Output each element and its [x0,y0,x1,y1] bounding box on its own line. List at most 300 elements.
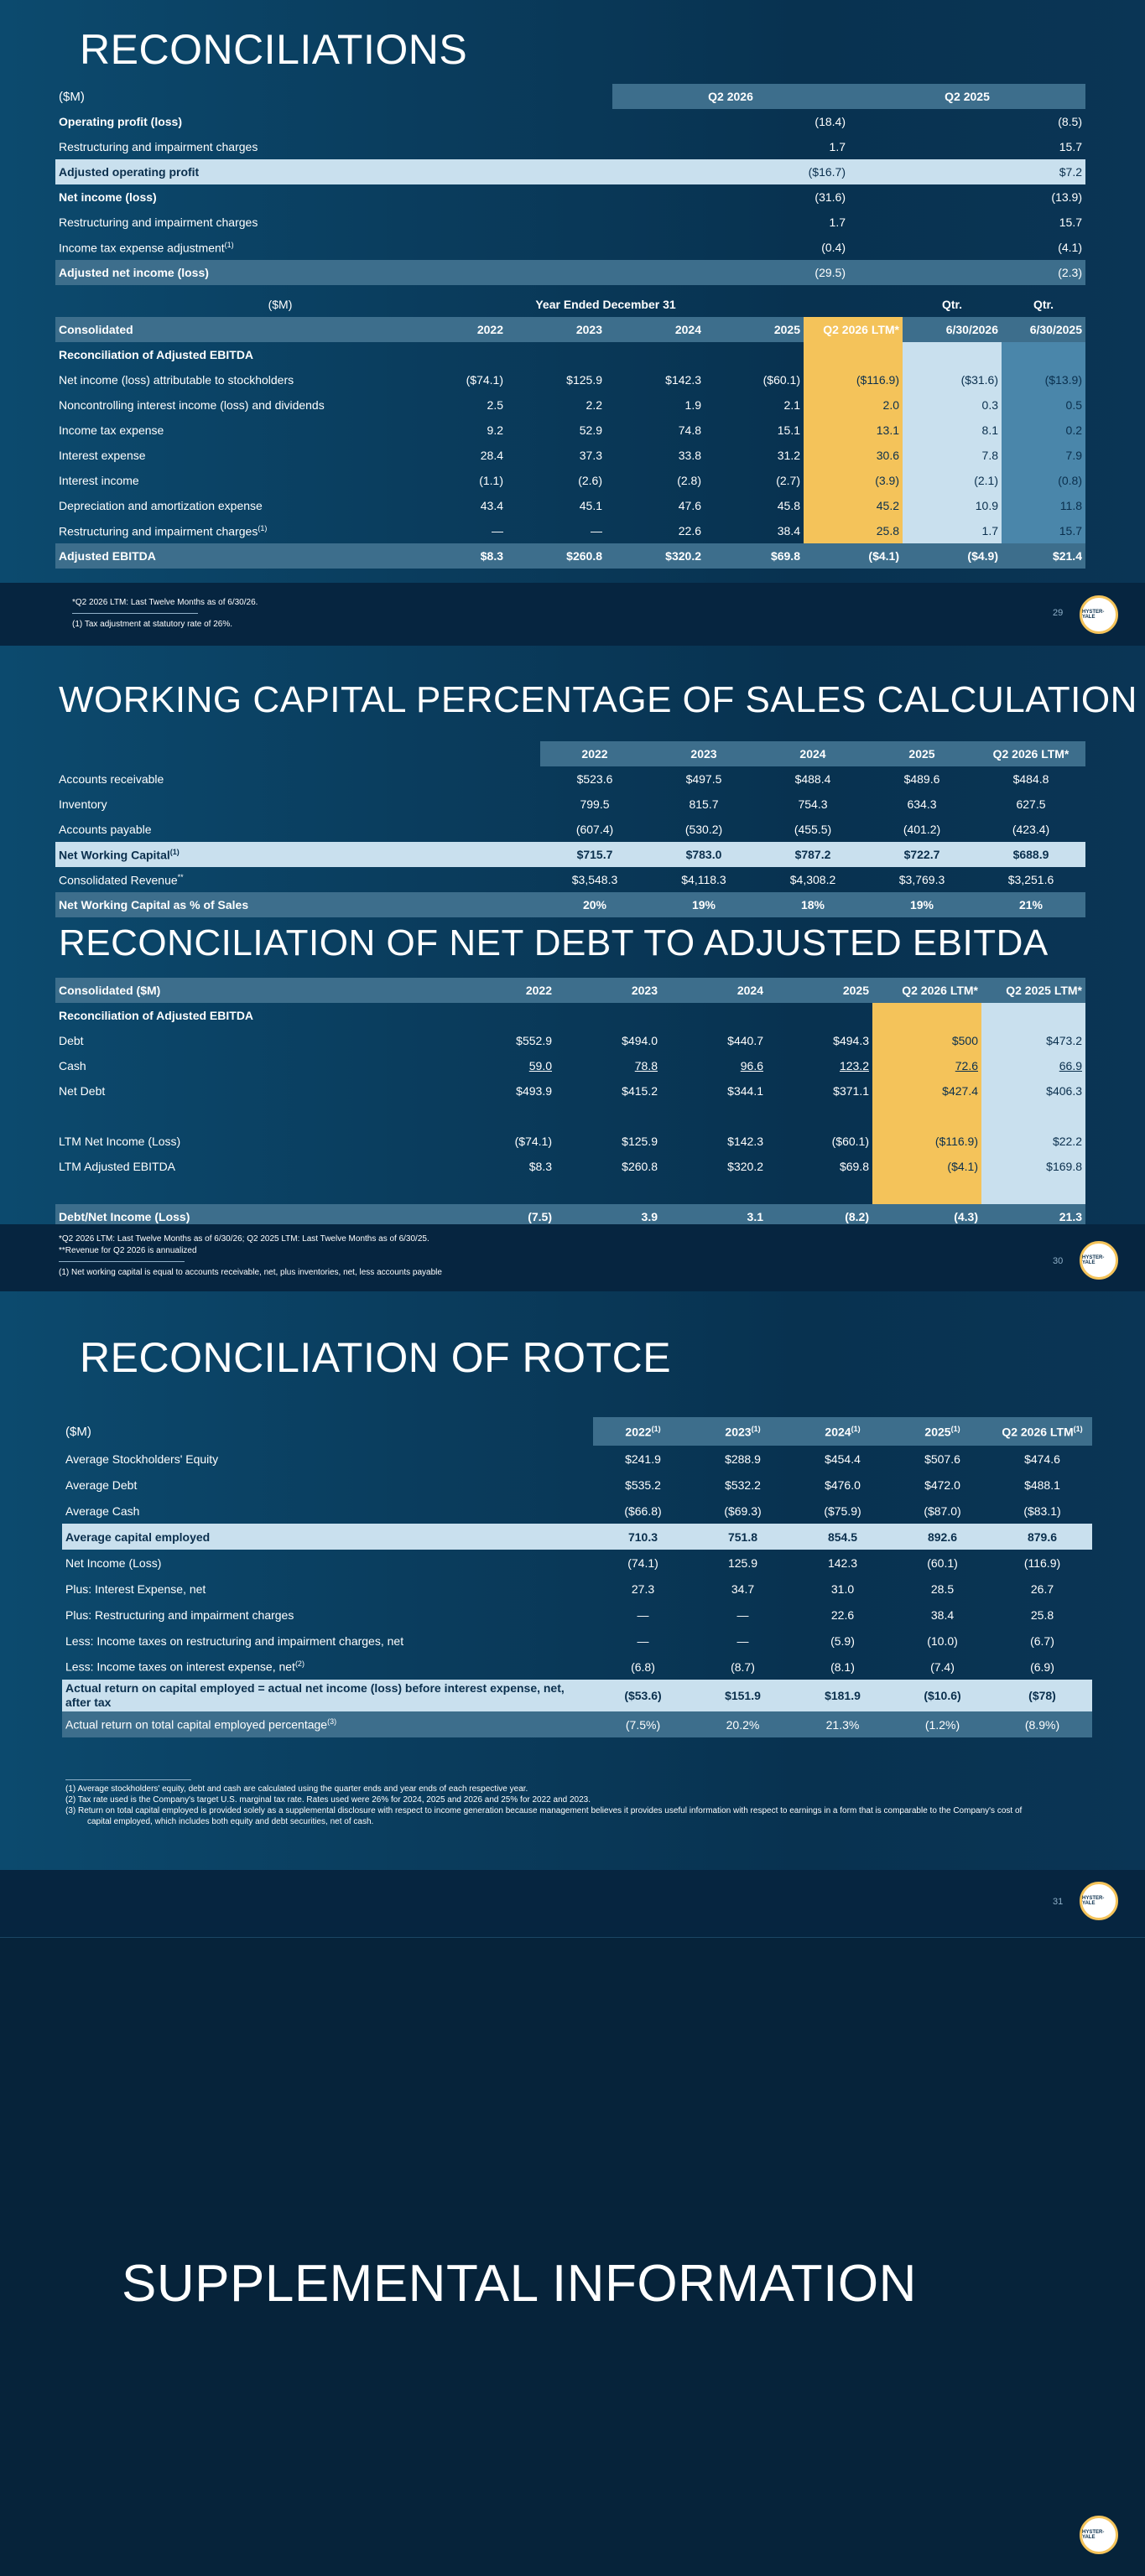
cell: 854.5 [793,1524,893,1550]
cell: ($78) [992,1680,1092,1711]
table-row [55,1179,1085,1204]
cell: $476.0 [825,1478,861,1492]
cell: 879.6 [992,1524,1092,1550]
cell: ($4.1) [804,543,903,569]
cell [767,1104,872,1129]
cell: 799.5 [580,797,610,811]
cell: $552.9 [516,1034,552,1047]
cell: (6.9) [1030,1659,1054,1674]
cell: 37.3 [579,449,602,462]
row-label: Debt/Net Income (Loss) [55,1204,450,1224]
cell: 0.3 [903,392,1002,418]
cell: (7.5%) [593,1711,693,1737]
row-label: LTM Net Income (Loss) [59,1135,181,1148]
cell: — [492,524,503,538]
column-header: 2025 [867,741,976,766]
cell: 0.2 [1002,418,1085,443]
cell: $142.3 [665,373,701,387]
cell: 31.2 [777,449,800,462]
row-label: Net income (loss) [59,190,157,204]
footnote: (1) Average stockholders' equity, debt and cash are calculated using the quarter ends and year ends of each respective year. [65,1784,528,1794]
cell: $371.1 [833,1084,869,1098]
table-row [55,493,1085,518]
cell: 1.7 [903,518,1002,543]
cell: 634.3 [907,797,937,811]
cell: 1.9 [684,398,701,412]
cell: 19% [649,892,758,917]
row-label: LTM Adjusted EBITDA [59,1160,176,1173]
cell: (8.2) [767,1204,872,1224]
cell: ($60.1) [831,1135,869,1148]
footnote-rule [59,1261,185,1262]
net-debt-table [55,978,1085,1224]
cell: 3.1 [661,1204,767,1224]
cell: 754.3 [798,797,828,811]
table-total-row [55,543,1085,569]
cell: $474.6 [1024,1452,1060,1466]
cell: 78.8 [634,1059,658,1072]
row-label: Debt [59,1034,84,1047]
section-title: SUPPLEMENTAL INFORMATION [122,2255,917,2313]
table-row [55,235,1085,260]
cell: $494.0 [622,1034,658,1047]
footnote: (1) Net working capital is equal to accounts receivable, net, plus inventories, net, less accounts payable [59,1268,442,1277]
cell: (607.4) [575,823,614,836]
table-row [55,392,1085,418]
cell: $241.9 [625,1452,661,1466]
cell: (2.6) [578,474,602,487]
table-row [55,1129,1085,1154]
cell: 10.9 [903,493,1002,518]
column-header: Q2 2026 [612,84,849,109]
row-label: Average Stockholders' Equity [65,1452,219,1466]
column-header: Q2 2026 LTM* [804,317,903,342]
cell: 18% [758,892,867,917]
row-label: Average capital employed [62,1524,593,1550]
cell: $415.2 [622,1084,658,1098]
footnote: (3) Return on total capital employed is provided solely as a supplemental disclosure with respect to income generation because management believes it provides useful information with respect to earnings in a form that is comparable to the Company's cost of [65,1806,1023,1815]
row-label: Net Income (Loss) [65,1555,162,1570]
cell: $472.0 [924,1478,960,1492]
cell: (401.2) [903,823,941,836]
slide-supplemental [0,1937,1145,2576]
table-row [55,134,1085,159]
slide-footer [0,1224,1145,1291]
cell: 25.8 [1030,1607,1054,1622]
unit-label: ($M) [59,89,85,104]
column-header: 2023 [555,978,661,1003]
row-label: Operating profit (loss) [59,115,182,128]
cell: 0.5 [1002,392,1085,418]
slide-working-capital [0,646,1145,1224]
table-row [55,109,1085,134]
cell [872,1104,981,1129]
slide-footer [0,1870,1145,1937]
cell: (6.7) [1030,1633,1054,1648]
cell: 38.4 [930,1607,955,1622]
table-row [55,1078,1085,1104]
cell: 38.4 [777,524,800,538]
cell: $427.4 [872,1078,981,1104]
company-logo: HYSTER-YALE [1080,1882,1118,1920]
cell: $493.9 [516,1084,552,1098]
cell: $320.2 [606,543,705,569]
table-row [55,1053,1085,1078]
cell: 13.1 [804,418,903,443]
cell: — [637,1633,649,1648]
cell: $169.8 [981,1154,1085,1179]
cell [767,1179,872,1204]
column-header: 2022 [450,978,555,1003]
cell: (0.4) [821,241,846,254]
cell: — [591,524,602,538]
cell: $488.4 [794,772,831,786]
column-header: 2023 [507,317,606,342]
cell: $488.1 [1024,1478,1060,1492]
row-label: Accounts payable [59,823,152,836]
cell: 72.6 [872,1053,981,1078]
table-row [55,1028,1085,1053]
cell: (2.8) [677,474,701,487]
cell [981,1179,1085,1204]
cell: (6.8) [631,1659,655,1674]
cell: 21.3% [793,1711,893,1737]
column-header: Q2 2025 [849,84,1085,109]
row-label: Net Working Capital$^{(1)}$ [55,842,540,867]
cell: ($4.9) [903,543,1002,569]
column-header: Q2 2025 LTM* [981,978,1085,1003]
cell: 2.2 [586,398,602,412]
cell: 9.2 [487,423,503,437]
cell: (8.1) [830,1659,855,1674]
cell: 59.0 [528,1059,552,1072]
slide-reconciliations [0,0,1145,583]
cell: ($66.8) [624,1504,662,1518]
cell: $497.5 [685,772,722,786]
cell: $484.8 [1012,772,1049,786]
group-header: Qtr. [941,298,963,311]
cell: — [736,1633,749,1648]
cell: 19% [867,892,976,917]
row-label: Actual return on capital employed = actual net income (loss) before interest expense, net, after tax [62,1680,593,1711]
table-row [55,518,1085,543]
cell: (2.7) [776,474,800,487]
cell: $181.9 [793,1680,893,1711]
cell: 45.1 [579,499,602,512]
section-title: RECONCILIATION OF NET DEBT TO ADJUSTED EBITDA [59,922,1049,963]
cell: $454.4 [825,1452,861,1466]
cell: (1.1) [479,474,503,487]
page-number: 29 [1053,608,1064,618]
column-header: 2022 [408,317,507,342]
slide-footer [0,583,1145,646]
cell: 15.1 [777,423,800,437]
cell: (29.5) [612,260,849,285]
table-row [62,1711,1092,1737]
cell: $3,251.6 [1007,873,1054,886]
row-label: Accounts receivable [59,772,164,786]
cell: (10.0) [927,1633,958,1648]
cell [450,1179,555,1204]
section-title: RECONCILIATION OF ROTCE [80,1334,672,1381]
cell: 28.5 [930,1581,955,1596]
cell: (116.9) [1023,1555,1061,1570]
table-header-row [62,1417,1092,1446]
column-header: 2025 [705,317,804,342]
cell: $260.8 [507,543,606,569]
cell: 26.7 [1030,1581,1054,1596]
cell: 815.7 [689,797,719,811]
column-header: Q2 2026 LTM* [872,978,981,1003]
cell: 66.9 [981,1053,1085,1078]
row-label: Average Debt [65,1478,138,1492]
cell: 15.7 [1059,216,1082,229]
footnote: capital employed, which includes both equity and debt securities, net of cash. [87,1817,374,1826]
cell: (8.7) [731,1659,755,1674]
cell: (13.9) [1051,190,1082,204]
page-title: RECONCILIATIONS [80,26,468,73]
cell: 11.8 [1002,493,1085,518]
cell: ($69.3) [724,1504,762,1518]
cell: ($4.1) [872,1154,981,1179]
cell: (0.8) [1002,468,1085,493]
cell: 123.2 [839,1059,869,1072]
cell: (31.6) [815,190,846,204]
cell: 30.6 [804,443,903,468]
cell: $320.2 [727,1160,763,1173]
row-label: Restructuring and impairment charges [59,216,258,229]
cell: $69.8 [839,1160,869,1173]
table-row [55,367,1085,392]
column-header: 2024 [758,741,867,766]
column-header: 2025$^{(1)}$ [893,1417,992,1446]
cell: 28.4 [480,449,503,462]
footnote: *Q2 2026 LTM: Last Twelve Months as of 6/30/26; Q2 2025 LTM: Last Twelve Months as of 6/30/25. [59,1234,429,1244]
row-label: Actual return on total capital employed percentage$^{(3)}$ [62,1711,593,1737]
cell [661,1104,767,1129]
cell: 2.1 [783,398,800,412]
cell: 34.7 [731,1581,755,1596]
cell: ($116.9) [804,367,903,392]
cell: 33.8 [678,449,701,462]
cell: (8.5) [1058,115,1082,128]
page-number: 30 [1053,1256,1064,1266]
table-row [62,1446,1092,1472]
company-logo: HYSTER-YALE [1080,1241,1118,1280]
table-total-row [55,1204,1085,1224]
row-label [55,1179,450,1204]
row-label: Net income (loss) attributable to stockholders [59,373,294,387]
column-header: 2024$^{(1)}$ [793,1417,893,1446]
cell: — [736,1607,749,1622]
cell: $507.6 [924,1452,960,1466]
cell: 20.2% [693,1711,793,1737]
cell: 27.3 [631,1581,655,1596]
cell [450,1104,555,1129]
section-title: WORKING CAPITAL PERCENTAGE OF SALES CALCULATION [59,679,1137,720]
table-row [62,1472,1092,1498]
group-header: Qtr. [1033,298,1054,311]
table-row [55,842,1085,867]
cell: $715.7 [540,842,649,867]
cell [872,1179,981,1204]
row-label: Plus: Interest Expense, net [65,1581,206,1596]
table-row [62,1654,1092,1680]
cell: $722.7 [867,842,976,867]
cell: $7.2 [849,159,1085,184]
table-row [55,260,1085,285]
cell [555,1104,661,1129]
footnote-rule [65,1779,191,1780]
cell: $3,548.3 [571,873,618,886]
footnote: (2) Tax rate used is the Company's target U.S. marginal tax rate. Rates used were 26% for 2024, 2025 and 2026 and 25% for 2022 and 2023. [65,1795,591,1805]
section-row [55,342,1085,367]
adjusted-ebitda-table [55,292,1085,569]
cell: 21.3 [981,1204,1085,1224]
net-debt-rows [55,1028,1085,1224]
table-row [62,1524,1092,1550]
table-group-header-row [55,292,1085,317]
cell: (18.4) [815,115,846,128]
row-label: Cash [59,1059,86,1072]
row-label: Consolidated Revenue** [59,872,184,887]
cell [661,1179,767,1204]
cell: 1.7 [829,216,846,229]
group-header: Year Ended December 31 [535,298,676,311]
working-capital-table [55,741,1085,917]
cell: ($16.7) [612,159,849,184]
column-header: 2023$^{(1)}$ [693,1417,793,1446]
row-label: Inventory [59,797,107,811]
cell: 96.6 [740,1059,763,1072]
slide-rotce [0,1291,1145,1870]
cell: ($75.9) [824,1504,861,1518]
row-label [55,1104,450,1129]
cell: $440.7 [727,1034,763,1047]
table-header-row [55,978,1085,1003]
cell: 7.9 [1002,443,1085,468]
footnote: **Revenue for Q2 2026 is annualized [59,1246,197,1255]
company-logo: HYSTER-YALE [1080,2516,1118,2554]
cell [981,1104,1085,1129]
column-header: Q2 2026 LTM* [976,741,1085,766]
cell: (2.1) [903,468,1002,493]
cell: (8.9%) [992,1711,1092,1737]
table-header-row [55,741,1085,766]
row-label: Adjusted operating profit [55,159,612,184]
cell: $69.8 [705,543,804,569]
column-header: 2022 [540,741,649,766]
cell: (4.3) [872,1204,981,1224]
cell: ($87.0) [924,1504,961,1518]
cell: ($74.1) [466,373,503,387]
table-header-row [55,84,1085,109]
cell: $4,118.3 [681,873,726,886]
table-row [62,1498,1092,1524]
column-header: 2024 [606,317,705,342]
row-label: Interest income [59,474,139,487]
cell: (455.5) [794,823,832,836]
column-header: Q2 2026 LTM$^{(1)}$ [992,1417,1092,1446]
row-label: Less: Income taxes on restructuring and impairment charges, net [65,1633,404,1648]
cell: $406.3 [981,1078,1085,1104]
column-header: 2022$^{(1)}$ [593,1417,693,1446]
cell: ($116.9) [872,1129,981,1154]
row-label: Average Cash [65,1504,140,1518]
column-header: 6/30/2026 [903,317,1002,342]
cell: (423.4) [1012,823,1050,836]
cell: $489.6 [903,772,940,786]
column-header: Consolidated [55,317,408,342]
row-label: Interest expense [59,449,146,462]
table-row [62,1680,1092,1711]
cell: 142.3 [827,1555,858,1570]
unit-label: ($M) [268,298,293,311]
table-row [55,1104,1085,1129]
row-label: Restructuring and impairment charges$^{(1)}$ [59,523,268,538]
row-label: Net Working Capital as % of Sales [55,892,540,917]
cell: $8.3 [528,1160,552,1173]
cell: (7.5) [450,1204,555,1224]
reconciliation-table-1 [55,84,1085,285]
cell: $532.2 [725,1478,761,1492]
divider [0,1937,1145,1938]
cell [555,1179,661,1204]
cell: $8.3 [408,543,507,569]
cell: (1.2%) [893,1711,992,1737]
cell: — [637,1607,649,1622]
row-label: Less: Income taxes on interest expense, net$^{(2)}$ [65,1659,304,1674]
cell: $344.1 [727,1084,763,1098]
cell: 3.9 [555,1204,661,1224]
cell: ($31.6) [903,367,1002,392]
footnote-rule [72,613,198,614]
cell: 22.6 [830,1607,855,1622]
cell: (3.9) [804,468,903,493]
cell: (530.2) [684,823,723,836]
row-label: Plus: Restructuring and impairment charges [65,1607,294,1622]
row-label: Adjusted net income (loss) [55,260,612,285]
cell: (7.4) [930,1659,955,1674]
section-label: Reconciliation of Adjusted EBITDA [59,1009,254,1022]
row-label: Noncontrolling interest income (loss) and dividends [59,398,325,412]
cell: ($10.6) [893,1680,992,1711]
cell: $142.3 [727,1135,763,1148]
table-row [55,867,1085,892]
cell: $473.2 [981,1028,1085,1053]
table-row [62,1628,1092,1654]
cell: 25.8 [804,518,903,543]
cell: (2.3) [849,260,1085,285]
section-row [55,1003,1085,1028]
cell: 710.3 [593,1524,693,1550]
row-label: Depreciation and amortization expense [59,499,263,512]
cell: $22.2 [981,1129,1085,1154]
cell: $4,308.2 [789,873,836,886]
table-row [55,443,1085,468]
cell: 15.7 [1059,140,1082,153]
unit-label: ($M) [65,1424,91,1439]
table-row [55,817,1085,842]
table-row [55,418,1085,443]
cell: 47.6 [678,499,701,512]
cell: $151.9 [693,1680,793,1711]
cell: $500 [872,1028,981,1053]
cell: 45.2 [804,493,903,518]
rotce-table [62,1417,1092,1737]
column-header: 2023 [649,741,758,766]
cell: 22.6 [678,524,701,538]
